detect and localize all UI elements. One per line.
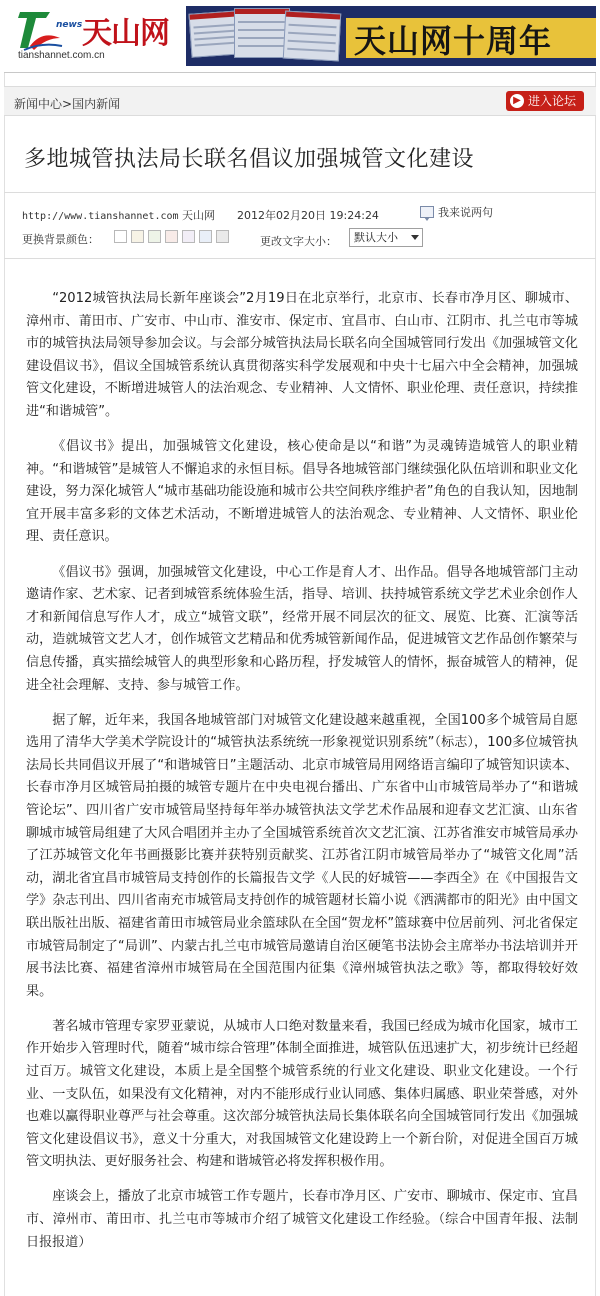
source-url[interactable]: http://www.tianshannet.com xyxy=(22,211,179,222)
bg-color-swatch[interactable] xyxy=(114,230,127,243)
publish-datetime: 2012年02月20日 19:24:24 xyxy=(237,209,379,222)
font-size-label: 更改文字大小： xyxy=(260,235,337,248)
article-paragraph: 《倡议书》强调，加强城管文化建设，中心工作是育人才、出作品。倡导各地城管部门主动邀请作家、艺术家、记者到城管系统体验生活，指导、培训、扶持城管系统文学艺术业余创作人才和新闻信息写作人才，成立“城管文联”，经常开展不同层次的征文、展览、比赛、汇演等活动，造就城管文艺人才，创作城管文艺精品和优秀城管新闻作品，促进城管文艺作品创作繁荣与信息传播，真实描绘城管人的典型形象和心路历程，抒发城管人的情怀，振奋城管人的精神，促进全社会理解、支持、参与城管工作。 xyxy=(26,564,578,693)
comment-link[interactable] xyxy=(420,204,493,220)
logo-url: tianshannet.com.cn xyxy=(18,50,105,61)
comment-label: 我来说两句 xyxy=(438,206,493,219)
bg-color-swatch[interactable] xyxy=(148,230,161,243)
source-name: 天山网 xyxy=(182,209,216,222)
body-divider xyxy=(4,258,596,259)
comment-icon xyxy=(420,206,434,218)
bg-color-swatch[interactable] xyxy=(199,230,212,243)
article-paragraph: 著名城市管理专家罗亚蒙说，从城市人口绝对数量来看，我国已经成为城市化国家，城市工作开始步入管理时代，随着“城市综合管理”体制全面推进，城管队伍迅速扩大，初步统计已经超过百万。城管文化建设，本质上是全国整个城管系统的行业文化建设、职业文化建设。一个行业、一支队伍，如果没有文化精神，对内不能形成行业认同感、集体归属感、职业荣誉感，对外也难以赢得职业尊严与社会尊重。这次部分城管执法局长集体联名向全国城管同行发出《加强城管文化建设倡议书》，意义十分重大，对我国城管文化建设跨上一个新台阶，对促进全国百万城管文明执法、更好服务社会、构建和谐城管必将发挥积极作用。 xyxy=(26,1018,578,1170)
font-size-select[interactable] xyxy=(349,228,423,247)
bg-color-swatch[interactable] xyxy=(182,230,195,243)
breadcrumb-home[interactable]: 新闻中心 xyxy=(14,97,63,111)
bg-color-swatch[interactable] xyxy=(165,230,178,243)
bg-color-swatches xyxy=(114,230,233,243)
logo-name: 天山网 xyxy=(82,16,169,51)
site-header xyxy=(0,0,600,72)
breadcrumb-bar xyxy=(4,86,596,116)
breadcrumb xyxy=(14,95,120,112)
article-paragraph: 座谈会上，播放了北京市城管工作专题片，长春市净月区、广安市、聊城市、保定市、宜昌市、漳州市、莆田市、扎兰屯市等城市介绍了城管文化建设工作经验。（综合中国青年报、法制日报报道） xyxy=(26,1189,578,1250)
page-title: 多地城管执法局长联名倡议加强城管文化建设 xyxy=(24,147,475,172)
bg-color-swatch[interactable] xyxy=(216,230,229,243)
title-divider xyxy=(4,192,596,193)
banner-text: 天山网十周年 xyxy=(354,22,553,60)
bg-color-swatch[interactable] xyxy=(131,230,144,243)
font-size-value: 默认大小 xyxy=(354,231,398,244)
anniversary-banner[interactable] xyxy=(186,6,596,66)
banner-thumbnail xyxy=(283,11,341,62)
page-frame-right xyxy=(595,0,596,1296)
bg-color-label: 更换背景颜色： xyxy=(22,233,99,246)
enter-forum-label: 进入论坛 xyxy=(527,94,576,108)
header-divider xyxy=(4,72,596,73)
page-frame-left xyxy=(4,0,5,1296)
site-logo[interactable] xyxy=(12,6,172,64)
breadcrumb-separator: > xyxy=(62,97,73,111)
banner-screenshots xyxy=(186,6,356,66)
article-paragraph: “2012城管执法局长新年座谈会”2月19日在北京举行，北京市、长春市净月区、聊城市、漳州市、莆田市、广安市、中山市、淮安市、保定市、宜昌市、白山市、江阴市、扎兰屯市等城市的城管执法局领导参加会议。与会部分城管执法局长联名向全国城管同行发出《加强城管文化建设倡议书》，倡议全国城管系统认真贯彻落实科学发展观和中央十七届六中全会精神，加强城管文化建设，不断增进城管人的法治观念、专业精神、人文情怀、职业伦理、责任意识，持续推进“和谐城管”。 xyxy=(26,291,578,419)
logo-mark-icon xyxy=(16,8,66,52)
article-paragraph: 《倡议书》提出，加强城管文化建设，核心使命是以“和谐”为灵魂铸造城管人的职业精神。“和谐城管”是城管人不懈追求的永恒目标。倡导各地城管部门继续强化队伍培训和职业文化建设，努力深化城管人“城市基础功能设施和城市公共空间秩序维护者”角色的自我认知，因地制宜开展丰富多彩的文体艺术活动，不断增进城管人的法治观念、专业精神、人文情怀、职业伦理、责任意识。 xyxy=(26,439,578,545)
article-paragraph: 据了解，近年来，我国各地城管部门对城管文化建设越来越重视，全国100多个城管局自愿选用了清华大学美术学院设计的“城管执法系统统一形象视觉识别系统”（标志），100多位城管执法局长共同倡议开展了“和谐城管日”主题活动、北京市城管局用网络语言编印了城管知识读本、长春市净月区城管局拍摄的城管专题片在中央电视台播出、广东省中山市城管局举办了“和谐城管论坛”、四川省广安市城管局坚持每年举办城管执法文学艺术作品展和迎春文艺汇演、山东省聊城市城管局组建了大风合唱团并主办了全国城管系统首次文艺汇演、江苏省淮安市城管局承办了江苏城管文化年书画摄影比赛并获特别贡献奖、江苏省江阴市城管局举办了“城管文化周”活动，湖北省宜昌市城管局支持创作的长篇报告文学《人民的好城管——李西全》在《中国报告文学》杂志刊出、四川省南充市城管局支持创作的城管题材长篇小说《洒满都市的阳光》由中国文联出版社出版、福建省莆田市城管局业余篮球队在全国“贺龙杯”篮球赛中位居前列、河北省保定市城管局制定了“局训”、内蒙古扎兰屯市城管局邀请自治区硬笔书法协会主席举办书法培训并开展书法比赛、福建省漳州市城管局在全国范围内征集《漳州城管执法之歌》等，都取得较好效果。 xyxy=(26,712,578,999)
breadcrumb-section[interactable]: 国内新闻 xyxy=(72,97,121,111)
enter-forum-button[interactable] xyxy=(506,91,584,111)
article-meta xyxy=(22,207,379,223)
article-body xyxy=(26,288,578,1267)
arrow-right-icon: ▶ xyxy=(510,94,524,108)
logo-news-label: news xyxy=(56,20,83,30)
chevron-down-icon xyxy=(411,235,419,240)
banner-thumbnail xyxy=(234,8,290,58)
